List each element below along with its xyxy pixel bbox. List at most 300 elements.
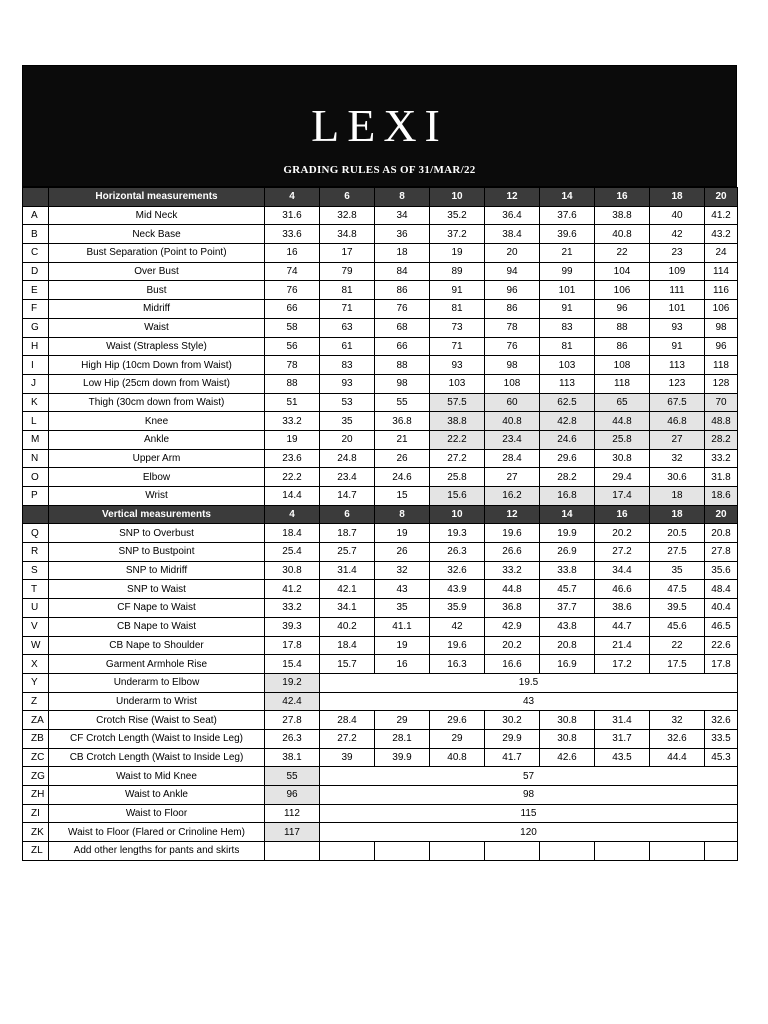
measurement-value: 20 (485, 244, 540, 263)
measurement-row-a (23, 206, 738, 225)
measurement-value: 78 (485, 318, 540, 337)
measurement-value: 89 (430, 262, 485, 281)
measurement-value: 37.2 (430, 225, 485, 244)
measurement-value: 96 (265, 786, 320, 805)
measurement-value: 113 (540, 374, 595, 393)
measurement-value: 44.4 (650, 748, 705, 767)
measurement-value: 32.6 (705, 711, 738, 730)
measurement-value: 78 (265, 356, 320, 375)
measurement-value: 22.2 (430, 430, 485, 449)
measurement-value (375, 842, 430, 861)
measurement-value: 39 (320, 748, 375, 767)
measurement-value: 27.2 (595, 543, 650, 562)
measurement-value: 40.2 (320, 617, 375, 636)
row-code: ZG (23, 767, 49, 786)
row-code: ZK (23, 823, 49, 842)
row-code: J (23, 374, 49, 393)
measurement-value: 31.6 (265, 206, 320, 225)
size-header-18: 18 (650, 505, 705, 524)
measurement-value-merged: 57 (320, 767, 738, 786)
measurement-value: 56 (265, 337, 320, 356)
measurement-value: 16 (375, 655, 430, 674)
measurement-value: 108 (595, 356, 650, 375)
horizontal-section-header-row (23, 188, 738, 207)
measurement-value: 91 (540, 300, 595, 319)
brand-logo: LEXI (311, 100, 448, 151)
measurement-value: 65 (595, 393, 650, 412)
measurement-row-b (23, 225, 738, 244)
measurement-value: 26.3 (265, 729, 320, 748)
measurement-value: 73 (430, 318, 485, 337)
measurement-value: 62.5 (540, 393, 595, 412)
measurement-value: 38.8 (595, 206, 650, 225)
measurement-value: 24.8 (320, 449, 375, 468)
measurement-value (430, 842, 485, 861)
measurement-row-o (23, 468, 738, 487)
measurement-value: 111 (650, 281, 705, 300)
measurement-value: 27.8 (265, 711, 320, 730)
measurement-value: 25.8 (595, 430, 650, 449)
measurement-value: 96 (485, 281, 540, 300)
measurement-value: 18.7 (320, 524, 375, 543)
measurement-value: 36 (375, 225, 430, 244)
measurement-value: 98 (705, 318, 738, 337)
measurement-value: 29 (375, 711, 430, 730)
measurement-value: 106 (595, 281, 650, 300)
row-code: I (23, 356, 49, 375)
measurement-value: 66 (375, 337, 430, 356)
measurement-value: 32 (375, 561, 430, 580)
measurement-value: 45.7 (540, 580, 595, 599)
measurement-row-zl (23, 842, 738, 861)
measurement-value: 86 (595, 337, 650, 356)
measurement-value: 23 (650, 244, 705, 263)
measurement-value: 29.6 (430, 711, 485, 730)
measurement-value: 42.8 (540, 412, 595, 431)
measurement-value: 29.6 (540, 449, 595, 468)
measurement-value: 22 (595, 244, 650, 263)
measurement-value: 28.2 (540, 468, 595, 487)
measurement-label: Bust Separation (Point to Point) (49, 244, 265, 263)
measurement-value (705, 842, 738, 861)
header-blank-cell (23, 505, 49, 524)
measurement-label: Waist (Strapless Style) (49, 337, 265, 356)
measurement-value: 86 (375, 281, 430, 300)
row-code: ZB (23, 729, 49, 748)
measurement-value: 33.8 (540, 561, 595, 580)
size-header-4: 4 (265, 505, 320, 524)
measurement-value: 17.8 (705, 655, 738, 674)
measurement-row-zc (23, 748, 738, 767)
row-code: Z (23, 692, 49, 711)
measurement-value: 40.8 (595, 225, 650, 244)
measurement-value: 45.6 (650, 617, 705, 636)
measurement-row-g (23, 318, 738, 337)
measurement-value: 23.4 (485, 430, 540, 449)
measurement-value: 98 (485, 356, 540, 375)
measurement-value: 53 (320, 393, 375, 412)
measurement-value: 20.5 (650, 524, 705, 543)
measurement-value: 15.4 (265, 655, 320, 674)
measurement-value: 39.6 (540, 225, 595, 244)
measurement-label: Low Hip (25cm down from Waist) (49, 374, 265, 393)
measurement-value: 24 (705, 244, 738, 263)
measurement-value: 43.2 (705, 225, 738, 244)
size-header-4: 4 (265, 188, 320, 207)
measurement-value: 98 (375, 374, 430, 393)
measurement-value: 28.4 (485, 449, 540, 468)
measurement-value: 71 (320, 300, 375, 319)
measurement-label: Waist to Floor (49, 804, 265, 823)
measurement-value: 38.4 (485, 225, 540, 244)
size-header-20: 20 (705, 188, 738, 207)
measurement-value: 103 (540, 356, 595, 375)
measurement-row-i (23, 356, 738, 375)
measurement-value: 30.8 (265, 561, 320, 580)
measurement-value: 117 (265, 823, 320, 842)
row-code: B (23, 225, 49, 244)
measurement-value: 36.4 (485, 206, 540, 225)
row-code: ZC (23, 748, 49, 767)
measurement-value: 39.3 (265, 617, 320, 636)
measurement-value: 116 (705, 281, 738, 300)
measurement-value: 101 (540, 281, 595, 300)
measurement-label: Thigh (30cm down from Waist) (49, 393, 265, 412)
measurement-value: 30.6 (650, 468, 705, 487)
measurement-value: 38.6 (595, 599, 650, 618)
size-header-8: 8 (375, 188, 430, 207)
measurement-value: 16.8 (540, 487, 595, 506)
measurement-value: 88 (265, 374, 320, 393)
measurement-value: 108 (485, 374, 540, 393)
size-header-6: 6 (320, 188, 375, 207)
row-code: Y (23, 673, 49, 692)
grading-table-body (23, 188, 738, 861)
measurement-value: 45.3 (705, 748, 738, 767)
measurement-value: 17 (320, 244, 375, 263)
measurement-value: 26 (375, 449, 430, 468)
row-code: ZH (23, 786, 49, 805)
measurement-value: 19.9 (540, 524, 595, 543)
measurement-label: Waist to Floor (Flared or Crinoline Hem) (49, 823, 265, 842)
measurement-value: 46.5 (705, 617, 738, 636)
measurement-row-d (23, 262, 738, 281)
measurement-value: 27 (650, 430, 705, 449)
row-code: Q (23, 524, 49, 543)
row-code: T (23, 580, 49, 599)
size-header-14: 14 (540, 188, 595, 207)
measurement-value: 76 (265, 281, 320, 300)
measurement-value: 27.8 (705, 543, 738, 562)
measurement-value: 83 (320, 356, 375, 375)
measurement-row-r (23, 543, 738, 562)
row-code: H (23, 337, 49, 356)
measurement-value: 29.9 (485, 729, 540, 748)
measurement-row-f (23, 300, 738, 319)
measurement-value: 43.8 (540, 617, 595, 636)
measurement-value: 14.4 (265, 487, 320, 506)
measurement-value: 15.7 (320, 655, 375, 674)
measurement-value: 35 (650, 561, 705, 580)
header-banner (22, 65, 737, 187)
measurement-value: 41.7 (485, 748, 540, 767)
measurement-value: 20.2 (595, 524, 650, 543)
measurement-value: 91 (650, 337, 705, 356)
measurement-value: 18.6 (705, 487, 738, 506)
measurement-value: 93 (320, 374, 375, 393)
measurement-value-merged: 120 (320, 823, 738, 842)
measurement-value: 29 (430, 729, 485, 748)
measurement-value: 19.6 (430, 636, 485, 655)
measurement-value: 28.2 (705, 430, 738, 449)
measurement-label: Bust (49, 281, 265, 300)
measurement-value: 67.5 (650, 393, 705, 412)
measurement-value: 18 (375, 244, 430, 263)
measurement-label: Add other lengths for pants and skirts (49, 842, 265, 861)
measurement-value-merged: 19.5 (320, 673, 738, 692)
measurement-value: 51 (265, 393, 320, 412)
measurement-value: 70 (705, 393, 738, 412)
measurement-value: 18.4 (320, 636, 375, 655)
measurement-value: 44.8 (485, 580, 540, 599)
measurement-value: 21 (375, 430, 430, 449)
horizontal-section-title: Horizontal measurements (49, 188, 265, 207)
measurement-row-zb (23, 729, 738, 748)
measurement-label: Underarm to Wrist (49, 692, 265, 711)
measurement-value: 37.7 (540, 599, 595, 618)
measurement-label: SNP to Bustpoint (49, 543, 265, 562)
measurement-value: 33.6 (265, 225, 320, 244)
row-code: V (23, 617, 49, 636)
row-code: A (23, 206, 49, 225)
measurement-value: 28.1 (375, 729, 430, 748)
measurement-value: 34.1 (320, 599, 375, 618)
measurement-value: 24.6 (540, 430, 595, 449)
measurement-label: Neck Base (49, 225, 265, 244)
measurement-row-k (23, 393, 738, 412)
measurement-value: 27.2 (430, 449, 485, 468)
measurement-value: 19 (375, 524, 430, 543)
measurement-label: Crotch Rise (Waist to Seat) (49, 711, 265, 730)
vertical-section-header-row (23, 505, 738, 524)
measurement-row-x (23, 655, 738, 674)
row-code: P (23, 487, 49, 506)
measurement-label: Waist to Mid Knee (49, 767, 265, 786)
measurement-value: 34.4 (595, 561, 650, 580)
measurement-value: 32.6 (650, 729, 705, 748)
measurement-value: 93 (650, 318, 705, 337)
row-code: F (23, 300, 49, 319)
size-header-8: 8 (375, 505, 430, 524)
measurement-row-zi (23, 804, 738, 823)
measurement-value: 79 (320, 262, 375, 281)
measurement-value: 32.8 (320, 206, 375, 225)
measurement-value: 39.5 (650, 599, 705, 618)
measurement-label: Mid Neck (49, 206, 265, 225)
measurement-value: 35.2 (430, 206, 485, 225)
measurement-value: 16 (265, 244, 320, 263)
measurement-label: Upper Arm (49, 449, 265, 468)
measurement-value: 91 (430, 281, 485, 300)
measurement-value: 35.9 (430, 599, 485, 618)
size-header-10: 10 (430, 188, 485, 207)
row-code: ZI (23, 804, 49, 823)
size-header-16: 16 (595, 505, 650, 524)
measurement-label: CB Nape to Shoulder (49, 636, 265, 655)
measurement-row-w (23, 636, 738, 655)
measurement-value: 68 (375, 318, 430, 337)
measurement-value (320, 842, 375, 861)
measurement-value: 46.8 (650, 412, 705, 431)
measurement-label: CF Nape to Waist (49, 599, 265, 618)
measurement-value: 88 (595, 318, 650, 337)
measurement-value: 109 (650, 262, 705, 281)
measurement-value: 41.1 (375, 617, 430, 636)
measurement-label: Midriff (49, 300, 265, 319)
measurement-label: Underarm to Elbow (49, 673, 265, 692)
measurement-value: 23.6 (265, 449, 320, 468)
measurement-value: 81 (540, 337, 595, 356)
measurement-value: 103 (430, 374, 485, 393)
measurement-value: 112 (265, 804, 320, 823)
measurement-value: 39.9 (375, 748, 430, 767)
measurement-value: 88 (375, 356, 430, 375)
measurement-value: 26.9 (540, 543, 595, 562)
measurement-value: 57.5 (430, 393, 485, 412)
measurement-value: 42.4 (265, 692, 320, 711)
measurement-value (540, 842, 595, 861)
measurement-value: 42.9 (485, 617, 540, 636)
measurement-row-t (23, 580, 738, 599)
measurement-label: Ankle (49, 430, 265, 449)
measurement-row-m (23, 430, 738, 449)
measurement-value: 14.7 (320, 487, 375, 506)
measurement-value: 76 (375, 300, 430, 319)
measurement-value: 17.2 (595, 655, 650, 674)
measurement-value: 34 (375, 206, 430, 225)
measurement-value: 38.1 (265, 748, 320, 767)
measurement-value: 76 (485, 337, 540, 356)
row-code: ZL (23, 842, 49, 861)
measurement-value: 23.4 (320, 468, 375, 487)
measurement-value: 35 (320, 412, 375, 431)
measurement-value: 81 (430, 300, 485, 319)
row-code: L (23, 412, 49, 431)
measurement-value: 27 (485, 468, 540, 487)
measurement-value: 20 (320, 430, 375, 449)
measurement-value: 43 (375, 580, 430, 599)
row-code: S (23, 561, 49, 580)
row-code: N (23, 449, 49, 468)
measurement-value: 15.6 (430, 487, 485, 506)
size-header-10: 10 (430, 505, 485, 524)
row-code: D (23, 262, 49, 281)
measurement-value: 48.4 (705, 580, 738, 599)
measurement-value: 25.8 (430, 468, 485, 487)
measurement-value: 24.6 (375, 468, 430, 487)
measurement-value: 74 (265, 262, 320, 281)
measurement-value: 27.5 (650, 543, 705, 562)
measurement-value: 118 (595, 374, 650, 393)
measurement-row-q (23, 524, 738, 543)
measurement-value: 31.8 (705, 468, 738, 487)
measurement-value: 46.6 (595, 580, 650, 599)
measurement-value: 26.3 (430, 543, 485, 562)
measurement-value: 26 (375, 543, 430, 562)
measurement-value: 44.7 (595, 617, 650, 636)
size-header-12: 12 (485, 505, 540, 524)
measurement-value: 17.5 (650, 655, 705, 674)
measurement-label: SNP to Midriff (49, 561, 265, 580)
measurement-value: 94 (485, 262, 540, 281)
measurement-value: 71 (430, 337, 485, 356)
measurement-value: 60 (485, 393, 540, 412)
measurement-label: Wrist (49, 487, 265, 506)
measurement-value: 30.2 (485, 711, 540, 730)
measurement-value: 29.4 (595, 468, 650, 487)
size-header-6: 6 (320, 505, 375, 524)
measurement-value: 42.6 (540, 748, 595, 767)
measurement-value: 25.4 (265, 543, 320, 562)
measurement-value: 86 (485, 300, 540, 319)
measurement-value: 113 (650, 356, 705, 375)
measurement-value: 27.2 (320, 729, 375, 748)
measurement-value (485, 842, 540, 861)
measurement-value: 18.4 (265, 524, 320, 543)
measurement-label: Over Bust (49, 262, 265, 281)
size-header-20: 20 (705, 505, 738, 524)
measurement-value: 44.8 (595, 412, 650, 431)
measurement-value: 21 (540, 244, 595, 263)
measurement-value: 42 (430, 617, 485, 636)
measurement-value: 22 (650, 636, 705, 655)
page-title: GRADING RULES AS OF 31/MAR/22 (283, 164, 476, 176)
measurement-value: 16.9 (540, 655, 595, 674)
measurement-value: 31.4 (595, 711, 650, 730)
row-code: R (23, 543, 49, 562)
row-code: G (23, 318, 49, 337)
measurement-label: Waist to Ankle (49, 786, 265, 805)
measurement-value: 32 (650, 449, 705, 468)
measurement-label: Waist (49, 318, 265, 337)
row-code: M (23, 430, 49, 449)
measurement-row-p (23, 487, 738, 506)
measurement-row-n (23, 449, 738, 468)
header-blank-cell (23, 188, 49, 207)
measurement-value: 16.6 (485, 655, 540, 674)
measurement-value: 19.6 (485, 524, 540, 543)
measurement-value: 101 (650, 300, 705, 319)
measurement-row-zh (23, 786, 738, 805)
measurement-label: High Hip (10cm Down from Waist) (49, 356, 265, 375)
measurement-value: 114 (705, 262, 738, 281)
measurement-value: 33.2 (705, 449, 738, 468)
row-code: O (23, 468, 49, 487)
measurement-value: 35 (375, 599, 430, 618)
measurement-value (595, 842, 650, 861)
grading-table (22, 187, 738, 861)
row-code: K (23, 393, 49, 412)
measurement-value: 93 (430, 356, 485, 375)
measurement-value: 38.8 (430, 412, 485, 431)
measurement-value: 43.5 (595, 748, 650, 767)
measurement-value: 61 (320, 337, 375, 356)
measurement-value: 47.5 (650, 580, 705, 599)
measurement-value: 42.1 (320, 580, 375, 599)
measurement-value: 25.7 (320, 543, 375, 562)
row-code: C (23, 244, 49, 263)
vertical-section-title: Vertical measurements (49, 505, 265, 524)
